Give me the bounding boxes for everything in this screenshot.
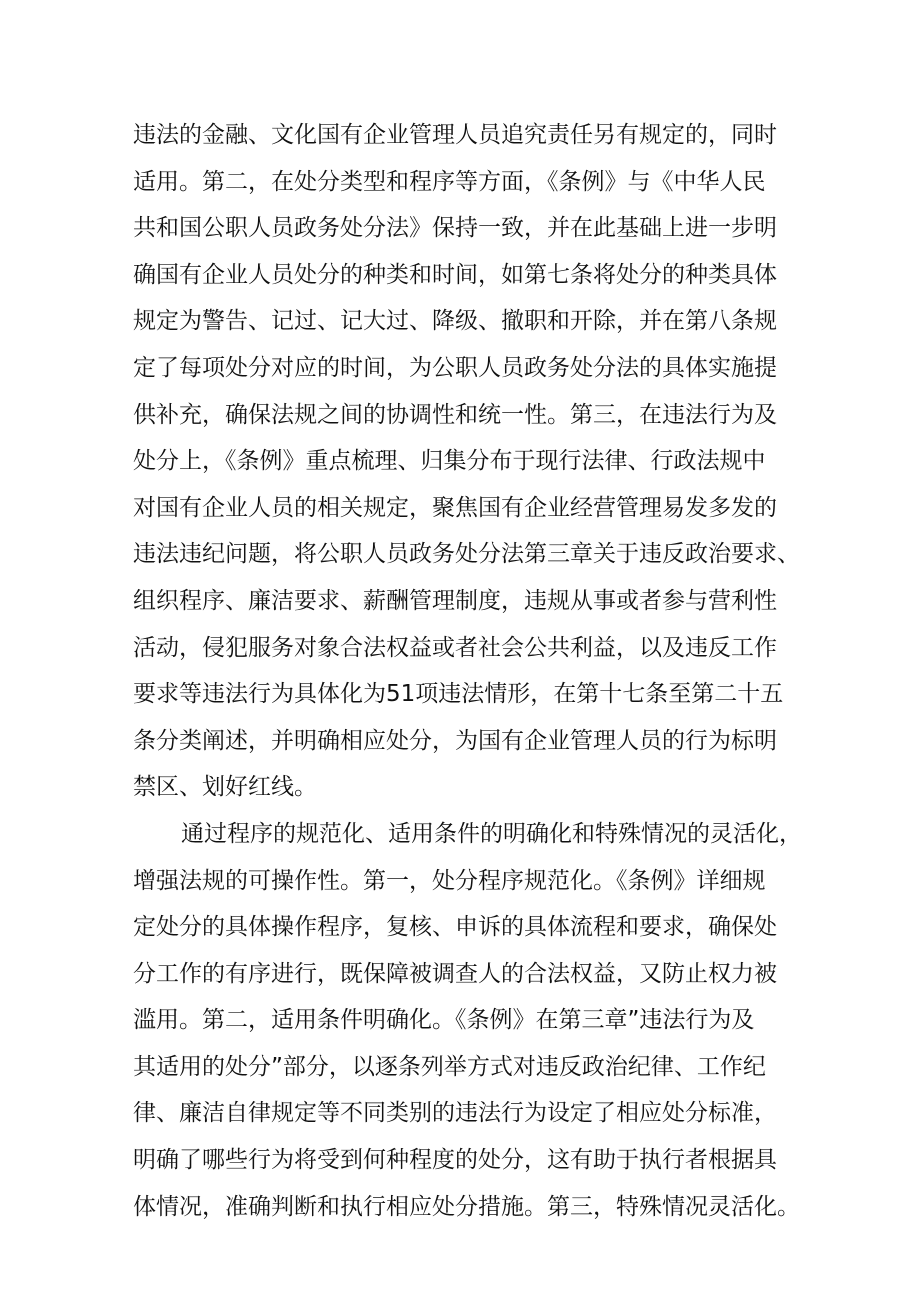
text-line: 供补充，确保法规之间的协调性和统一性。第三，在违法行为及 (133, 401, 777, 428)
text-line: 禁区、划好红线。 (133, 774, 317, 801)
paragraph-2 (133, 811, 833, 1230)
text-line: 条分类阐述，并明确相应处分，为国有企业管理人员的行为标明 (133, 727, 777, 754)
text-line: 定了每项处分对应的时间，为公职人员政务处分法的具体实施提 (133, 354, 777, 381)
text-line: 违法的金融、文化国有企业管理人员追究责任另有规定的，同时 (133, 122, 777, 148)
text-line: 违法违纪问题，将公职人员政务处分法第三章关于违反政治要求、 (133, 541, 800, 568)
paragraph-1 (133, 112, 833, 811)
text-line: 律、廉洁自律规定等不同类别的违法行为设定了相应处分标准， (133, 1100, 777, 1127)
text-line: 明确了哪些行为将受到何种程度的处分，这有助于执行者根据具 (133, 1147, 777, 1174)
text-line: 通过程序的规范化、适用条件的明确化和特殊情况的灵活化， (181, 820, 802, 847)
text-line: 确国有企业人员处分的种类和时间，如第七条将处分的种类具体 (133, 261, 777, 288)
text-line: 对国有企业人员的相关规定，聚焦国有企业经营管理易发多发的 (133, 494, 777, 521)
text-line: 规定为警告、记过、记大过、降级、撤职和开除，并在第八条规 (133, 308, 777, 335)
text-line: 适用。第二，在处分类型和程序等方面，《条例》与《中华人民 (133, 168, 766, 195)
text-line: 增强法规的可操作性。第一，处分程序规范化。《条例》详细规 (133, 867, 766, 894)
text-line: 体情况，准确判断和执行相应处分措施。第三，特殊情况灵活化。 (133, 1193, 800, 1220)
text-line: 其适用的处分”部分，以逐条列举方式对违反政治纪律、工作纪 (133, 1053, 766, 1080)
text-line: 滥用。第二，适用条件明确化。《条例》在第三章”违法行为及 (133, 1007, 755, 1034)
text-line: 处分上，《条例》重点梳理、归集分布于现行法律、行政法规中 (133, 448, 766, 475)
text-line: 分工作的有序进行，既保障被调查人的合法权益，又防止权力被 (133, 960, 777, 987)
text-line: 活动，侵犯服务对象合法权益或者社会公共利益，以及违反工作 (133, 634, 777, 661)
text-line: 组织程序、廉洁要求、薪酬管理制度，违规从事或者参与营利性 (133, 587, 777, 614)
text-line: 要求等违法行为具体化为51项违法情形，在第十七条至第二十五 (133, 681, 784, 708)
text-line: 共和国公职人员政务处分法》保持一致，并在此基础上进一步明 (133, 215, 777, 242)
text-line: 定处分的具体操作程序，复核、申诉的具体流程和要求，确保处 (133, 914, 777, 941)
body-text (133, 112, 833, 1230)
